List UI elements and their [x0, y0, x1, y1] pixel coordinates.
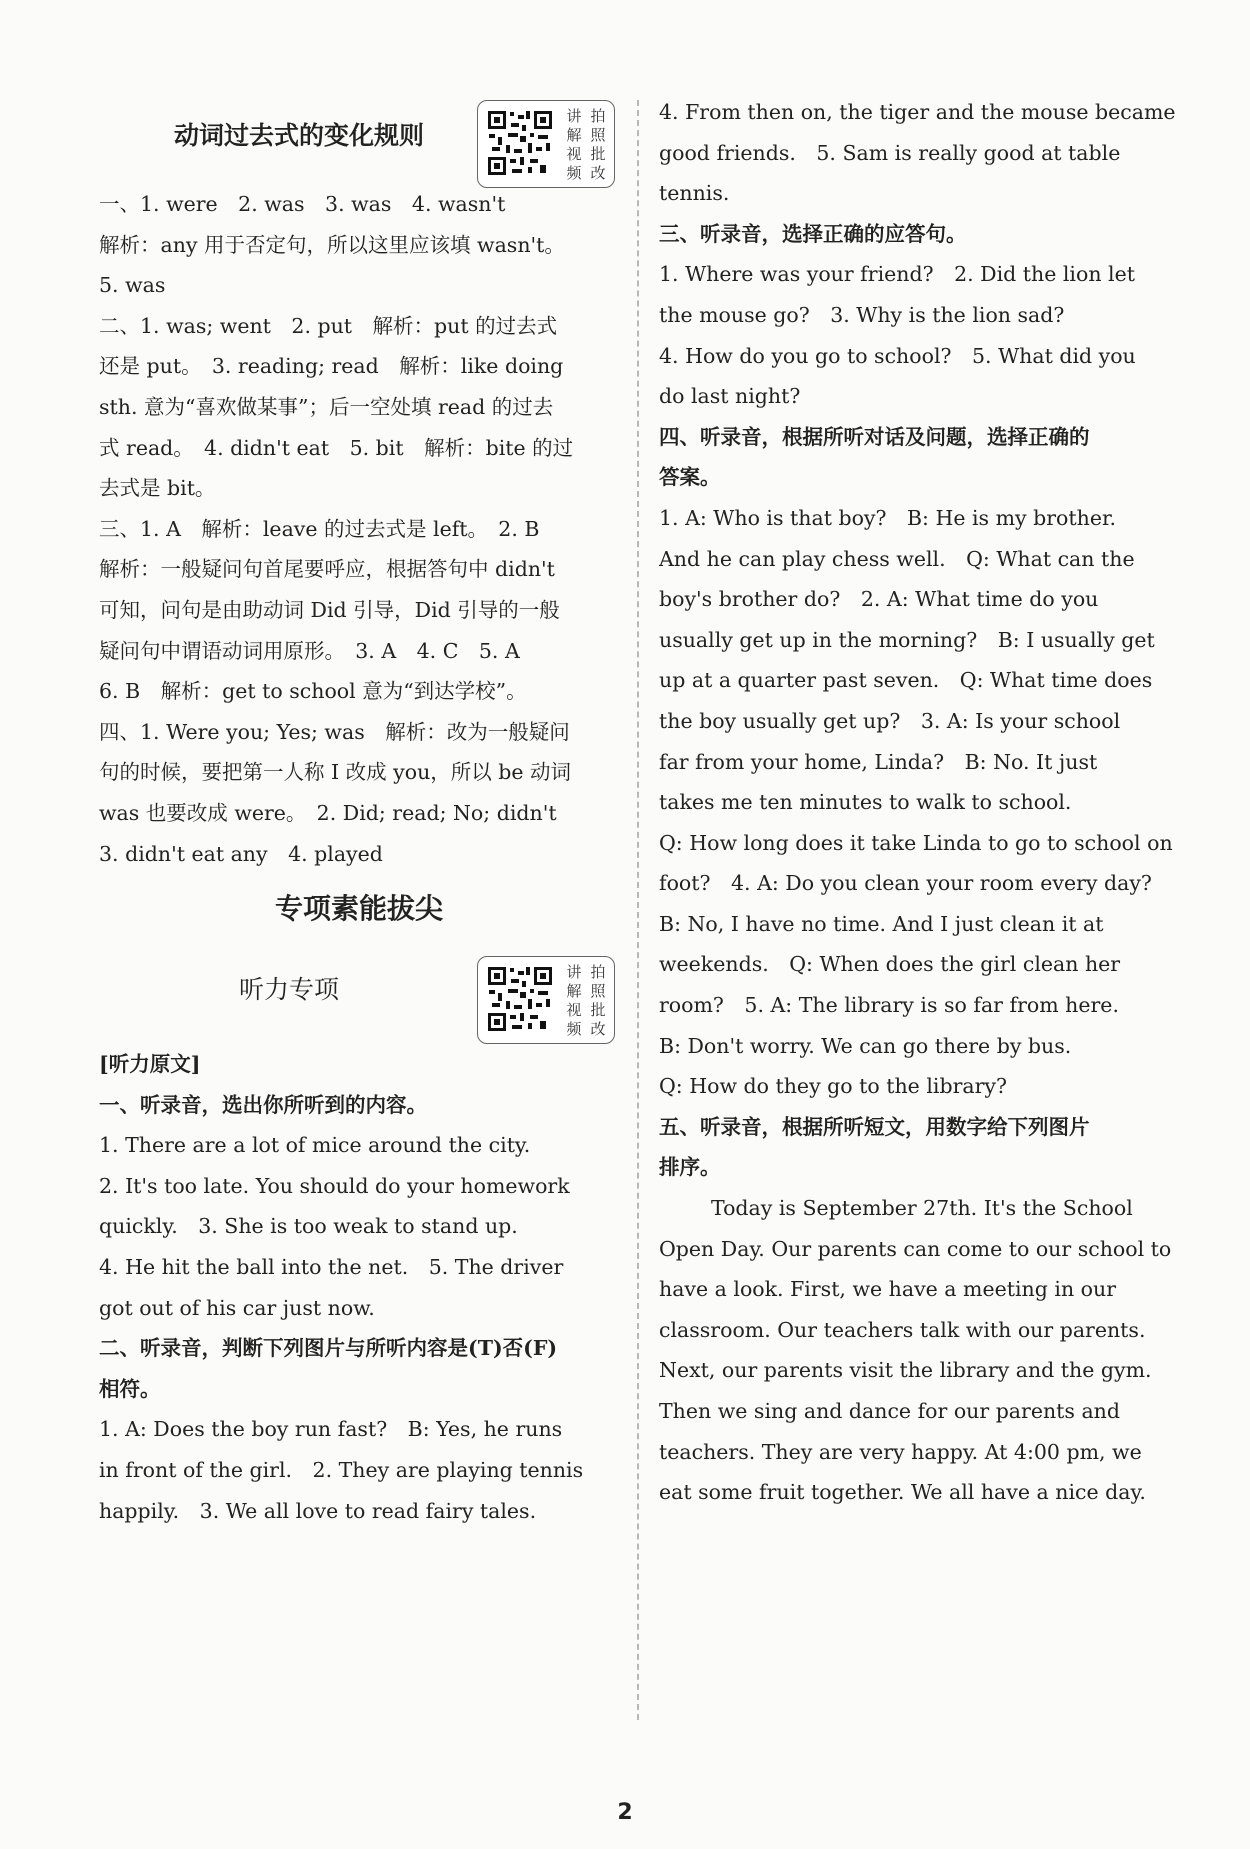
transcript-line: Q: How long does it take Linda to go to school on	[659, 830, 1173, 855]
question-heading: 五、听录音，根据所听短文，用数字给下列图片	[659, 1114, 1090, 1139]
transcript-line: good friends. 5. Sam is really good at table	[659, 140, 1121, 165]
passage-line: have a look. First, we have a meeting in our	[659, 1277, 1117, 1302]
answer-line: 句的时候，要把第一人称 I 改成 you，所以 be 动词	[99, 760, 572, 785]
answer-line: 6. B 解析：get to school 意为“到达学校”。	[99, 679, 527, 704]
question-heading: 二、听录音，判断下列图片与所听内容是(T)否(F)	[99, 1336, 558, 1361]
question-heading: 一、听录音，选出你所听到的内容。	[99, 1092, 427, 1117]
transcript-line: foot? 4. A: Do you clean your room every day?	[659, 871, 1152, 896]
transcript-line: 1. A: Who is that boy? B: He is my brother.	[659, 505, 1117, 530]
transcript-line: 4. He hit the ball into the net. 5. The driver	[99, 1255, 564, 1280]
transcript-line: 4. From then on, the tiger and the mouse became	[659, 100, 1176, 124]
passage-line: Today is September 27th. It's the School	[711, 1196, 1133, 1221]
question-heading: 排序。	[659, 1155, 721, 1180]
explanation-line: 解析：一般疑问句首尾要呼应，根据答句中 didn't	[99, 557, 555, 582]
transcript-line: weekends. Q: When does the girl clean her	[659, 952, 1121, 977]
question-heading: 相符。	[99, 1376, 161, 1401]
passage-line: Next, our parents visit the library and the gym.	[659, 1358, 1152, 1383]
transcript-line: in front of the girl. 2. They are playing tennis	[99, 1458, 584, 1483]
transcript-line: Q: How do they go to the library?	[659, 1074, 1007, 1099]
question-heading: 三、听录音，选择正确的应答句。	[659, 221, 967, 246]
qr-label: 讲 拍 解 照 视 批 频 改	[566, 963, 606, 1039]
transcript-line: far from your home, Linda? B: No. It just	[659, 749, 1098, 774]
passage-line: classroom. Our teachers talk with our parents.	[659, 1317, 1146, 1342]
answer-line: 还是 put。 3. reading; read 解析：like doing	[99, 354, 564, 379]
transcript-line: takes me ten minutes to walk to school.	[659, 790, 1072, 815]
section-title: 动词过去式的变化规则	[173, 121, 424, 150]
section-title: 听力专项	[238, 975, 339, 1005]
question-heading: 答案。	[659, 465, 721, 490]
answer-line: 去式是 bit。	[99, 476, 216, 501]
passage-line: Open Day. Our parents can come to our school to	[659, 1236, 1172, 1261]
transcript-line: quickly. 3. She is too weak to stand up.	[99, 1214, 518, 1239]
transcript-line: boy's brother do? 2. A: What time do you	[659, 587, 1099, 612]
transcript-line: 1. There are a lot of mice around the city.	[99, 1133, 531, 1158]
answer-line: 二、1. was; went 2. put 解析：put 的过去式	[99, 313, 558, 338]
transcript-line: tennis.	[659, 181, 730, 206]
explanation-line: 解析：any 用于否定句，所以这里应该填 wasn't。	[99, 232, 565, 257]
transcript-line: got out of his car just now.	[99, 1295, 375, 1320]
transcript-line: B: Don't worry. We can go there by bus.	[659, 1033, 1072, 1058]
page-number: 2	[617, 1800, 633, 1825]
answer-line: sth. 意为“喜欢做某事”；后一空处填 read 的过去	[99, 394, 554, 419]
transcript-line: 4. How do you go to school? 5. What did you	[659, 343, 1136, 368]
transcript-line: B: No, I have no time. And I just clean it at	[659, 911, 1104, 936]
passage-line: teachers. They are very happy. At 4:00 pm, we	[659, 1439, 1142, 1464]
section-header-verb-past-tense	[99, 92, 619, 184]
qr-video-box[interactable]	[477, 100, 615, 188]
qr-label: 讲 拍 解 照 视 批 频 改	[566, 107, 606, 182]
answer-line: 可知，问句是由助动词 Did 引导，Did 引导的一般	[99, 597, 560, 622]
section-header-listening	[99, 944, 619, 1044]
answer-line: 3. didn't eat any 4. played	[99, 841, 383, 866]
section-label: [听力原文]	[99, 1052, 201, 1077]
transcript-line: happily. 3. We all love to read fairy tales.	[99, 1498, 537, 1523]
transcript-line: usually get up in the morning? B: I usually get	[659, 627, 1155, 652]
answer-line: 式 read。 4. didn't eat 5. bit 解析：bite 的过	[99, 435, 574, 460]
transcript-line: 1. A: Does the boy run fast? B: Yes, he runs	[99, 1417, 563, 1442]
transcript-line: 2. It's too late. You should do your homework	[99, 1173, 570, 1198]
section-title-special-skills: 专项素能拔尖	[274, 892, 443, 926]
transcript-line: 1. Where was your friend? 2. Did the lion let	[659, 262, 1135, 287]
left-column	[99, 92, 619, 1531]
passage-line: Then we sing and dance for our parents and	[659, 1399, 1120, 1423]
qr-video-box[interactable]	[477, 956, 615, 1044]
qr-code-icon[interactable]	[486, 109, 554, 177]
passage-line: eat some fruit together. We all have a nice day.	[659, 1480, 1146, 1505]
answer-line: 一、1. were 2. was 3. was 4. wasn't	[99, 192, 506, 216]
transcript-line: the mouse go? 3. Why is the lion sad?	[659, 302, 1065, 327]
question-heading: 四、听录音，根据所听对话及问题，选择正确的	[659, 424, 1090, 449]
column-divider	[637, 100, 639, 1720]
answer-line: 疑问句中谓语动词用原形。 3. A 4. C 5. A	[99, 638, 520, 663]
qr-code-icon[interactable]	[486, 965, 554, 1033]
transcript-line: up at a quarter past seven. Q: What time does	[659, 668, 1153, 693]
answer-line: 四、1. Were you; Yes; was 解析：改为一般疑问	[99, 719, 570, 744]
answer-line: was 也要改成 were。 2. Did; read; No; didn't	[99, 800, 557, 825]
transcript-line: room? 5. A: The library is so far from here.	[659, 993, 1119, 1018]
transcript-line: the boy usually get up? 3. A: Is your school	[659, 708, 1121, 733]
answer-line: 三、1. A 解析：leave 的过去式是 left。 2. B	[99, 516, 540, 541]
transcript-line: And he can play chess well. Q: What can the	[659, 546, 1135, 571]
transcript-line: do last night?	[659, 384, 801, 409]
answer-line: 5. was	[99, 273, 166, 298]
right-column	[659, 92, 1181, 1513]
